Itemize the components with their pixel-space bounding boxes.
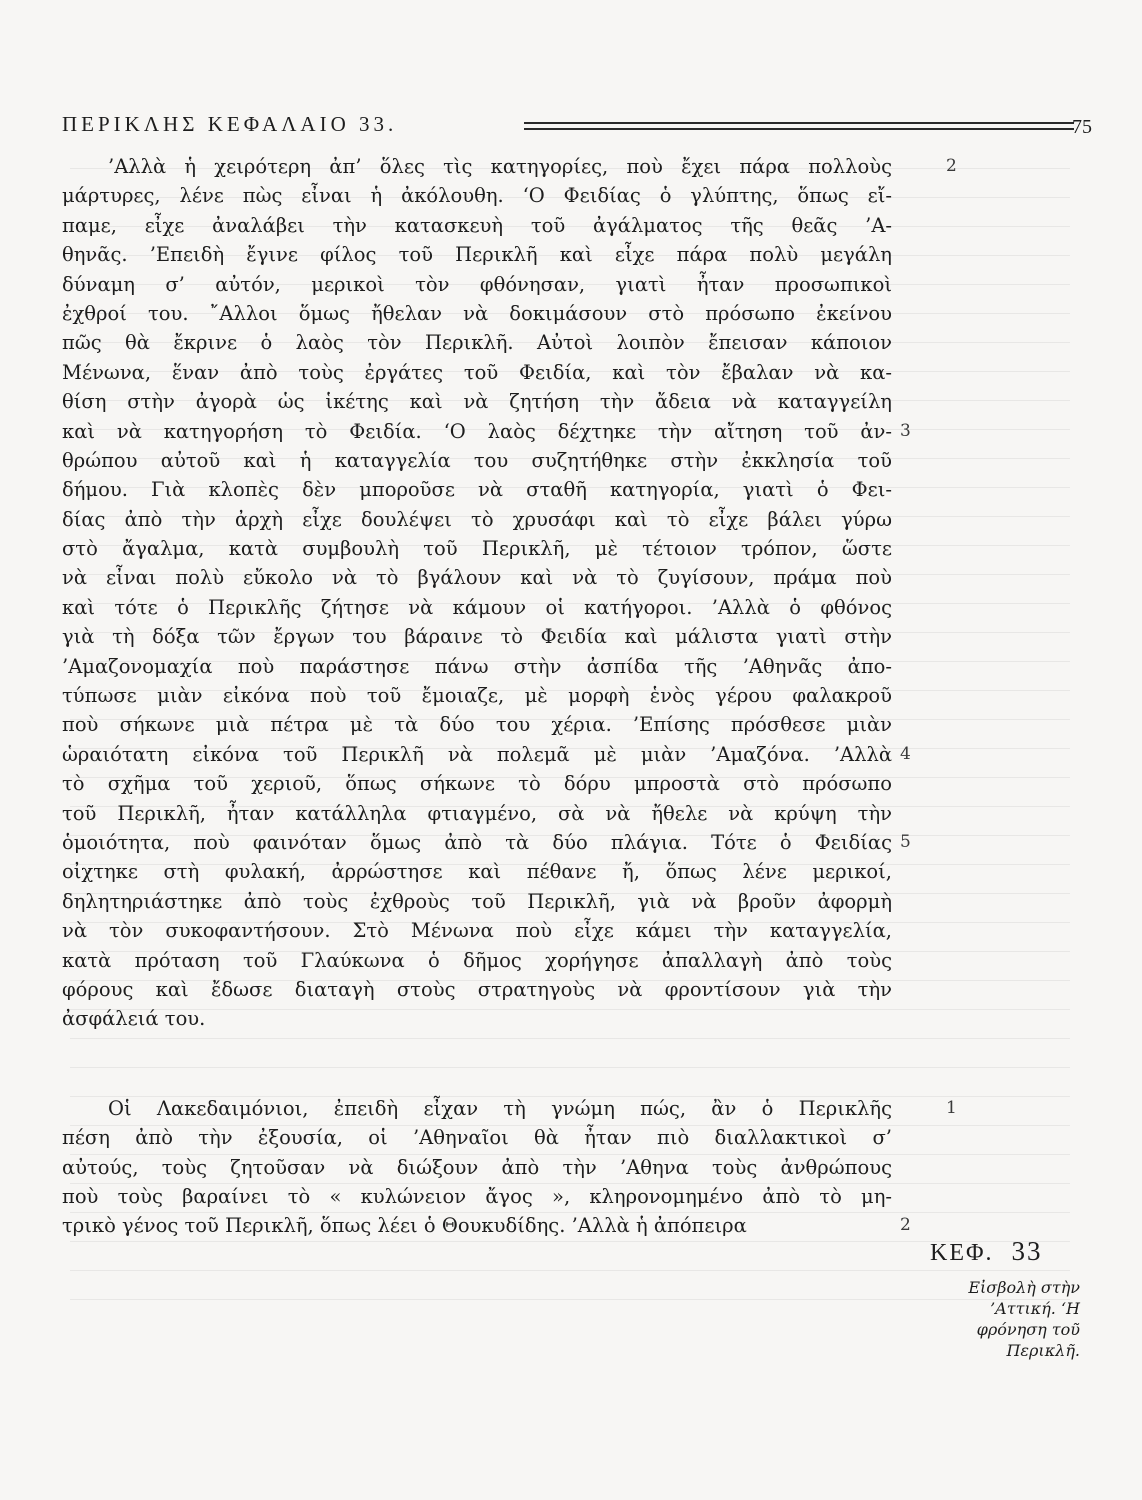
line-text: πῶς θὰ ἔκρινε ὁ λαὸς τὸν Περικλῆ. Αὐτοὶ λοιπὸν ἔπεισαν κάποιον bbox=[62, 331, 892, 355]
line-text: νὰ τὸν συκοφαντήσουν. Στὸ Μένωνα ποὺ εἶχε κάμει τὴν καταγγελία, bbox=[62, 919, 892, 943]
line-text: γιὰ τὴ δόξα τῶν ἔργων του βάραινε τὸ Φειδία καὶ μάλιστα γιατὶ στὴν bbox=[62, 625, 892, 649]
text-line bbox=[62, 710, 892, 739]
line-text: Μένωνα, ἕναν ἀπὸ τοὺς ἐργάτες τοῦ Φειδία, καὶ τὸν ἔβαλαν νὰ κα- bbox=[62, 360, 892, 384]
text-line bbox=[62, 652, 892, 681]
section-number: 5 bbox=[900, 831, 911, 852]
text-line bbox=[62, 534, 892, 563]
text-line bbox=[62, 181, 892, 210]
line-text: τύπωσε μιὰν εἰκόνα ποὺ τοῦ ἔμοιαζε, μὲ μορφὴ ἑνὸς γέρου φαλακροῦ bbox=[62, 684, 892, 708]
line-text: αὐτούς, τοὺς ζητοῦσαν νὰ διώξουν ἀπὸ τὴν ’Αθηνα τοὺς ἀνθρώπους bbox=[62, 1155, 892, 1179]
line-text: δύναμη σ’ αὐτόν, μερικοὶ τὸν φθόνησαν, γιατὶ ἦταν προσωπικοὶ bbox=[62, 272, 892, 296]
line-text: θηνᾶς. ’Επειδὴ ἔγινε φίλος τοῦ Περικλῆ καὶ εἶχε πάρα πολὺ μεγάλη bbox=[62, 243, 892, 267]
text-line bbox=[62, 387, 892, 416]
section-number: 1 bbox=[946, 1097, 957, 1118]
paragraph bbox=[62, 152, 957, 1034]
line-text: νὰ εἶναι πολὺ εὔκολο νὰ τὸ βγάλουν καὶ νὰ τὸ ζυγίσουν, πράμα ποὺ bbox=[62, 566, 892, 590]
line-text: ὡραιότατη εἰκόνα τοῦ Περικλῆ νὰ πολεμᾶ μὲ μιὰν ’Αμαζόνα. ’Αλλὰ bbox=[62, 742, 892, 766]
text-line bbox=[62, 975, 892, 1004]
text-line bbox=[62, 622, 892, 651]
line-text: ἀσφάλειά του. bbox=[62, 1007, 206, 1031]
text-line bbox=[62, 1153, 892, 1182]
text-line bbox=[62, 417, 911, 446]
line-text: ’Αμαζονομαχία ποὺ παράστησε πάνω στὴν ἀσπίδα τῆς ’Αθηνᾶς ἀπο- bbox=[62, 654, 892, 678]
chapter-heading bbox=[930, 1236, 1120, 1267]
chapter-summary-line: ’Αττική. ‘Η bbox=[990, 1299, 1080, 1318]
chapter-margin-note bbox=[930, 1236, 1120, 1361]
text-line bbox=[62, 916, 892, 945]
text-line bbox=[62, 740, 911, 769]
line-text: παμε, εἶχε ἀναλάβει τὴν κατασκευὴ τοῦ ἀγάλματος τῆς θεᾶς ’Α- bbox=[62, 213, 892, 237]
line-text: δήμου. Γιὰ κλοπὲς δὲν μποροῦσε νὰ σταθῆ κατηγορία, γιατὶ ὁ Φει- bbox=[62, 478, 892, 502]
line-text: θρώπου αὐτοῦ καὶ ἡ καταγγελία του συζητήθηκε στὴν ἐκκλησία τοῦ bbox=[62, 448, 892, 472]
line-text: θίση στὴν ἀγορὰ ὡς ἱκέτης καὶ νὰ ζητήση τὴν ἄδεια νὰ καταγγείλη bbox=[62, 390, 892, 414]
text-line bbox=[62, 887, 892, 916]
line-text: στὸ ἄγαλμα, κατὰ συμβουλὴ τοῦ Περικλῆ, μὲ τέτοιον τρόπον, ὥστε bbox=[62, 537, 892, 561]
line-text: μάρτυρες, λένε πὼς εἶναι ἡ ἀκόλουθη. ‘Ο Φειδίας ὁ γλύπτης, ὅπως εἴ- bbox=[62, 184, 892, 208]
chapter-summary-line: φρόνηση τοῦ bbox=[976, 1320, 1080, 1339]
section-number: 4 bbox=[900, 743, 911, 764]
chapter-summary-line: Περικλῆ. bbox=[1006, 1341, 1080, 1360]
paragraph bbox=[62, 1094, 957, 1241]
line-text: ’Αλλὰ ἡ χειρότερη ἀπ’ ὅλες τὶς κατηγορίες, ποὺ ἔχει πάρα πολλοὺς bbox=[108, 155, 892, 178]
text-line bbox=[62, 946, 892, 975]
line-text: ποὺ σήκωνε μιὰ πέτρα μὲ τὰ δύο του χέρια. ’Επίσης πρόσθεσε μιὰν bbox=[62, 713, 892, 737]
line-text: δηλητηριάστηκε ἀπὸ τοὺς ἐχθροὺς τοῦ Περικλῆ, γιὰ νὰ βροῦν ἀφορμὴ bbox=[62, 889, 892, 913]
line-text: Οἱ Λακεδαιμόνιοι, ἐπειδὴ εἶχαν τὴ γνώμη πώς, ἂν ὁ Περικλῆς bbox=[108, 1096, 892, 1120]
text-line bbox=[62, 505, 892, 534]
header-double-rule bbox=[524, 122, 1074, 132]
page-number: 75 bbox=[1072, 116, 1092, 138]
text-line bbox=[62, 152, 957, 181]
running-header bbox=[62, 112, 1092, 142]
text-line bbox=[62, 240, 892, 269]
text-line bbox=[62, 828, 911, 857]
text-line bbox=[62, 299, 892, 328]
line-text: καὶ νὰ κατηγορήση τὸ Φειδία. ‘Ο λαὸς δέχτηκε τὴν αἴτηση τοῦ ἀν- bbox=[62, 419, 892, 443]
text-line bbox=[62, 1123, 892, 1152]
chapter-label: ΚΕΦ. bbox=[930, 1240, 994, 1266]
line-text: οἰχτηκε στὴ φυλακή, ἀρρώστησε καὶ πέθανε ἤ, ὅπως λένε μερικοί, bbox=[62, 860, 892, 884]
line-text: πέση ἀπὸ τὴν ἐξουσία, οἱ ’Αθηναῖοι θὰ ἦταν πιὸ διαλλακτικοὶ σ’ bbox=[62, 1126, 892, 1150]
line-text: τὸ σχῆμα τοῦ χεριοῦ, ὅπως σήκωνε τὸ δόρυ μπροστὰ στὸ πρόσωπο bbox=[62, 772, 892, 796]
text-line bbox=[62, 857, 892, 886]
line-text: κατὰ πρόταση τοῦ Γλαύκωνα ὁ δῆμος χορήγησε ἀπαλλαγὴ ἀπὸ τοὺς bbox=[62, 948, 892, 972]
text-line bbox=[62, 1182, 892, 1211]
section-number: 3 bbox=[900, 420, 911, 441]
text-line bbox=[62, 211, 892, 240]
text-line bbox=[62, 1004, 892, 1033]
section-number: 2 bbox=[946, 156, 957, 176]
text-line bbox=[62, 681, 892, 710]
line-text: ὁμοιότητα, ποὺ φαινόταν ὅμως ἀπὸ τὰ δύο πλάγια. Τότε ὁ Φειδίας bbox=[62, 830, 892, 854]
line-text: δίας ἀπὸ τὴν ἀρχὴ εἶχε δουλέψει τὸ χρυσάφι καὶ τὸ εἶχε βάλει γύρω bbox=[62, 507, 892, 531]
text-line bbox=[62, 563, 892, 592]
line-text: ποὺ τοὺς βαραίνει τὸ « κυλώνειον ἄγος », κληρονομημένο ἀπὸ τὸ μη- bbox=[62, 1184, 892, 1208]
chapter-summary bbox=[930, 1277, 1120, 1361]
text-line bbox=[62, 475, 892, 504]
paragraph-gap bbox=[62, 1034, 892, 1094]
line-text: φόρους καὶ ἔδωσε διαταγὴ στοὺς στρατηγοὺς νὰ φροντίσουν γιὰ τὴν bbox=[62, 977, 892, 1001]
text-line bbox=[62, 328, 892, 357]
section-number: 2 bbox=[900, 1215, 911, 1236]
running-title: ΠΕΡΙΚΛΗΣ ΚΕΦΑΛΑΙΟ 33. bbox=[62, 112, 398, 136]
chapter-summary-line: Εἰσβολὴ στὴν bbox=[968, 1278, 1080, 1297]
chapter-number: 33 bbox=[1011, 1236, 1043, 1266]
line-text: τοῦ Περικλῆ, ἦταν κατάλληλα φτιαγμένο, σὰ νὰ ἤθελε νὰ κρύψη τὴν bbox=[62, 801, 892, 825]
line-text: καὶ τότε ὁ Περικλῆς ζήτησε νὰ κάμουν οἱ κατήγοροι. ’Αλλὰ ὁ φθόνος bbox=[62, 595, 892, 619]
line-text: ἐχθροί του. ῎Αλλοι ὅμως ἤθελαν νὰ δοκιμάσουν στὸ πρόσωπο ἐκείνου bbox=[62, 301, 892, 325]
body-text bbox=[62, 152, 957, 1241]
text-line bbox=[62, 769, 892, 798]
text-line bbox=[62, 799, 892, 828]
text-line bbox=[62, 593, 892, 622]
text-line bbox=[62, 446, 892, 475]
text-line bbox=[62, 1094, 957, 1123]
text-line bbox=[62, 1211, 911, 1240]
line-text: τρικὸ γένος τοῦ Περικλῆ, ὅπως λέει ὁ Θουκυδίδης. ’Αλλὰ ἡ ἀπόπειρα bbox=[62, 1214, 747, 1238]
text-line bbox=[62, 270, 892, 299]
text-line bbox=[62, 358, 892, 387]
